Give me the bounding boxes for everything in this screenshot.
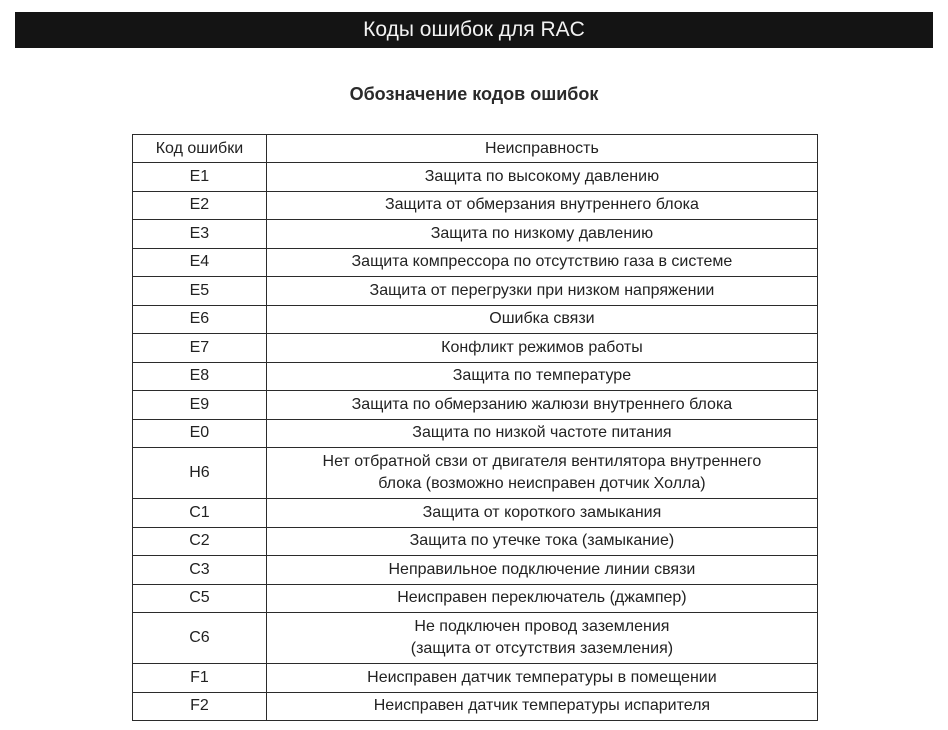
fault-description-line: Неисправен датчик температуры испарителя xyxy=(373,697,711,715)
fault-description-cell xyxy=(266,362,817,391)
fault-description-line: Неправильное подключение линии связи xyxy=(388,560,696,578)
error-code-cell: E0 xyxy=(133,419,267,448)
fault-description-line: Защита по низкой частоте питания xyxy=(412,424,672,442)
table-row xyxy=(133,448,818,499)
fault-description-line: Не подключен провод заземления xyxy=(414,618,670,635)
fault-description-cell xyxy=(266,664,817,693)
fault-description-line: Защита от короткого замыкания xyxy=(422,503,662,521)
fault-description-line: Защита от перегрузки при низком напряжении xyxy=(369,281,715,299)
error-code-cell: E7 xyxy=(133,334,267,363)
table-row xyxy=(133,305,818,334)
error-code-cell: E5 xyxy=(133,277,267,306)
table-row xyxy=(133,613,818,664)
fault-description-cell xyxy=(266,334,817,363)
table-row xyxy=(133,334,818,363)
header-title: Коды ошибок для RAC xyxy=(363,18,585,41)
fault-description-line: Нет отбратной свзи от двигателя вентилятора внутреннего xyxy=(322,453,762,470)
fault-description-line: Неисправен датчик температуры в помещении xyxy=(367,668,717,686)
fault-description-line: Защита по утечке тока (замыкание) xyxy=(409,532,675,550)
fault-description-line: Защита по высокому давлению xyxy=(424,167,660,185)
table-row xyxy=(133,499,818,528)
table-row xyxy=(133,163,818,192)
table-caption: Обозначение кодов ошибок xyxy=(349,84,599,104)
table-row xyxy=(133,391,818,420)
header-bar xyxy=(15,12,933,48)
table-row xyxy=(133,692,818,721)
fault-description-line: Неисправен переключатель (джампер) xyxy=(397,589,687,607)
error-code-cell: E3 xyxy=(133,220,267,249)
error-code-cell: E6 xyxy=(133,305,267,334)
fault-description-cell xyxy=(266,163,817,192)
table-body xyxy=(133,163,818,721)
fault-description-cell xyxy=(266,613,817,664)
fault-description-line: Защита по обмерзанию жалюзи внутреннего блока xyxy=(351,395,733,413)
error-code-cell: E9 xyxy=(133,391,267,420)
fault-description-line: Защита по низкому давлению xyxy=(430,224,654,242)
fault-description-line: блока (возможно неисправен дотчик Холла) xyxy=(378,475,706,492)
error-code-cell: C3 xyxy=(133,556,267,585)
error-code-cell: E4 xyxy=(133,248,267,277)
fault-description-cell xyxy=(266,391,817,420)
table-row xyxy=(133,191,818,220)
error-code-cell: E8 xyxy=(133,362,267,391)
fault-description-line: Защита компрессора по отсутствию газа в системе xyxy=(351,253,733,271)
table-row xyxy=(133,220,818,249)
fault-description-cell xyxy=(266,248,817,277)
fault-description-cell xyxy=(266,499,817,528)
fault-description-line: Ошибка связи xyxy=(489,310,595,328)
error-code-cell: E2 xyxy=(133,191,267,220)
error-code-cell: C1 xyxy=(133,499,267,528)
fault-description-cell xyxy=(266,692,817,721)
error-code-cell: E1 xyxy=(133,163,267,192)
table-row xyxy=(133,419,818,448)
fault-description-line: Защита от обмерзания внутреннего блока xyxy=(384,196,699,214)
table-row xyxy=(133,527,818,556)
fault-description-cell xyxy=(266,584,817,613)
column-header-code: Код ошибки xyxy=(133,135,267,163)
error-code-cell: C2 xyxy=(133,527,267,556)
fault-description-cell xyxy=(266,527,817,556)
table-row xyxy=(133,664,818,693)
fault-description-cell xyxy=(266,448,817,499)
table-row xyxy=(133,362,818,391)
error-code-cell: F1 xyxy=(133,664,267,693)
fault-description-cell xyxy=(266,556,817,585)
fault-description-cell xyxy=(266,220,817,249)
column-header-fault: Неисправность xyxy=(266,135,817,163)
fault-description-line: (защита от отсутствия заземления) xyxy=(410,640,674,657)
fault-description-cell xyxy=(266,305,817,334)
error-codes-table xyxy=(132,134,818,721)
fault-description-line: Конфликт режимов работы xyxy=(441,338,643,356)
fault-description-cell xyxy=(266,191,817,220)
table-row xyxy=(133,556,818,585)
fault-description-line: Защита по температуре xyxy=(452,367,632,385)
table-row xyxy=(133,277,818,306)
table-header-row xyxy=(133,135,818,163)
table-row xyxy=(133,584,818,613)
error-code-cell: F2 xyxy=(133,692,267,721)
error-code-cell: H6 xyxy=(133,448,267,499)
error-code-cell: C5 xyxy=(133,584,267,613)
fault-description-cell xyxy=(266,419,817,448)
fault-description-cell xyxy=(266,277,817,306)
table-row xyxy=(133,248,818,277)
error-code-cell: C6 xyxy=(133,613,267,664)
